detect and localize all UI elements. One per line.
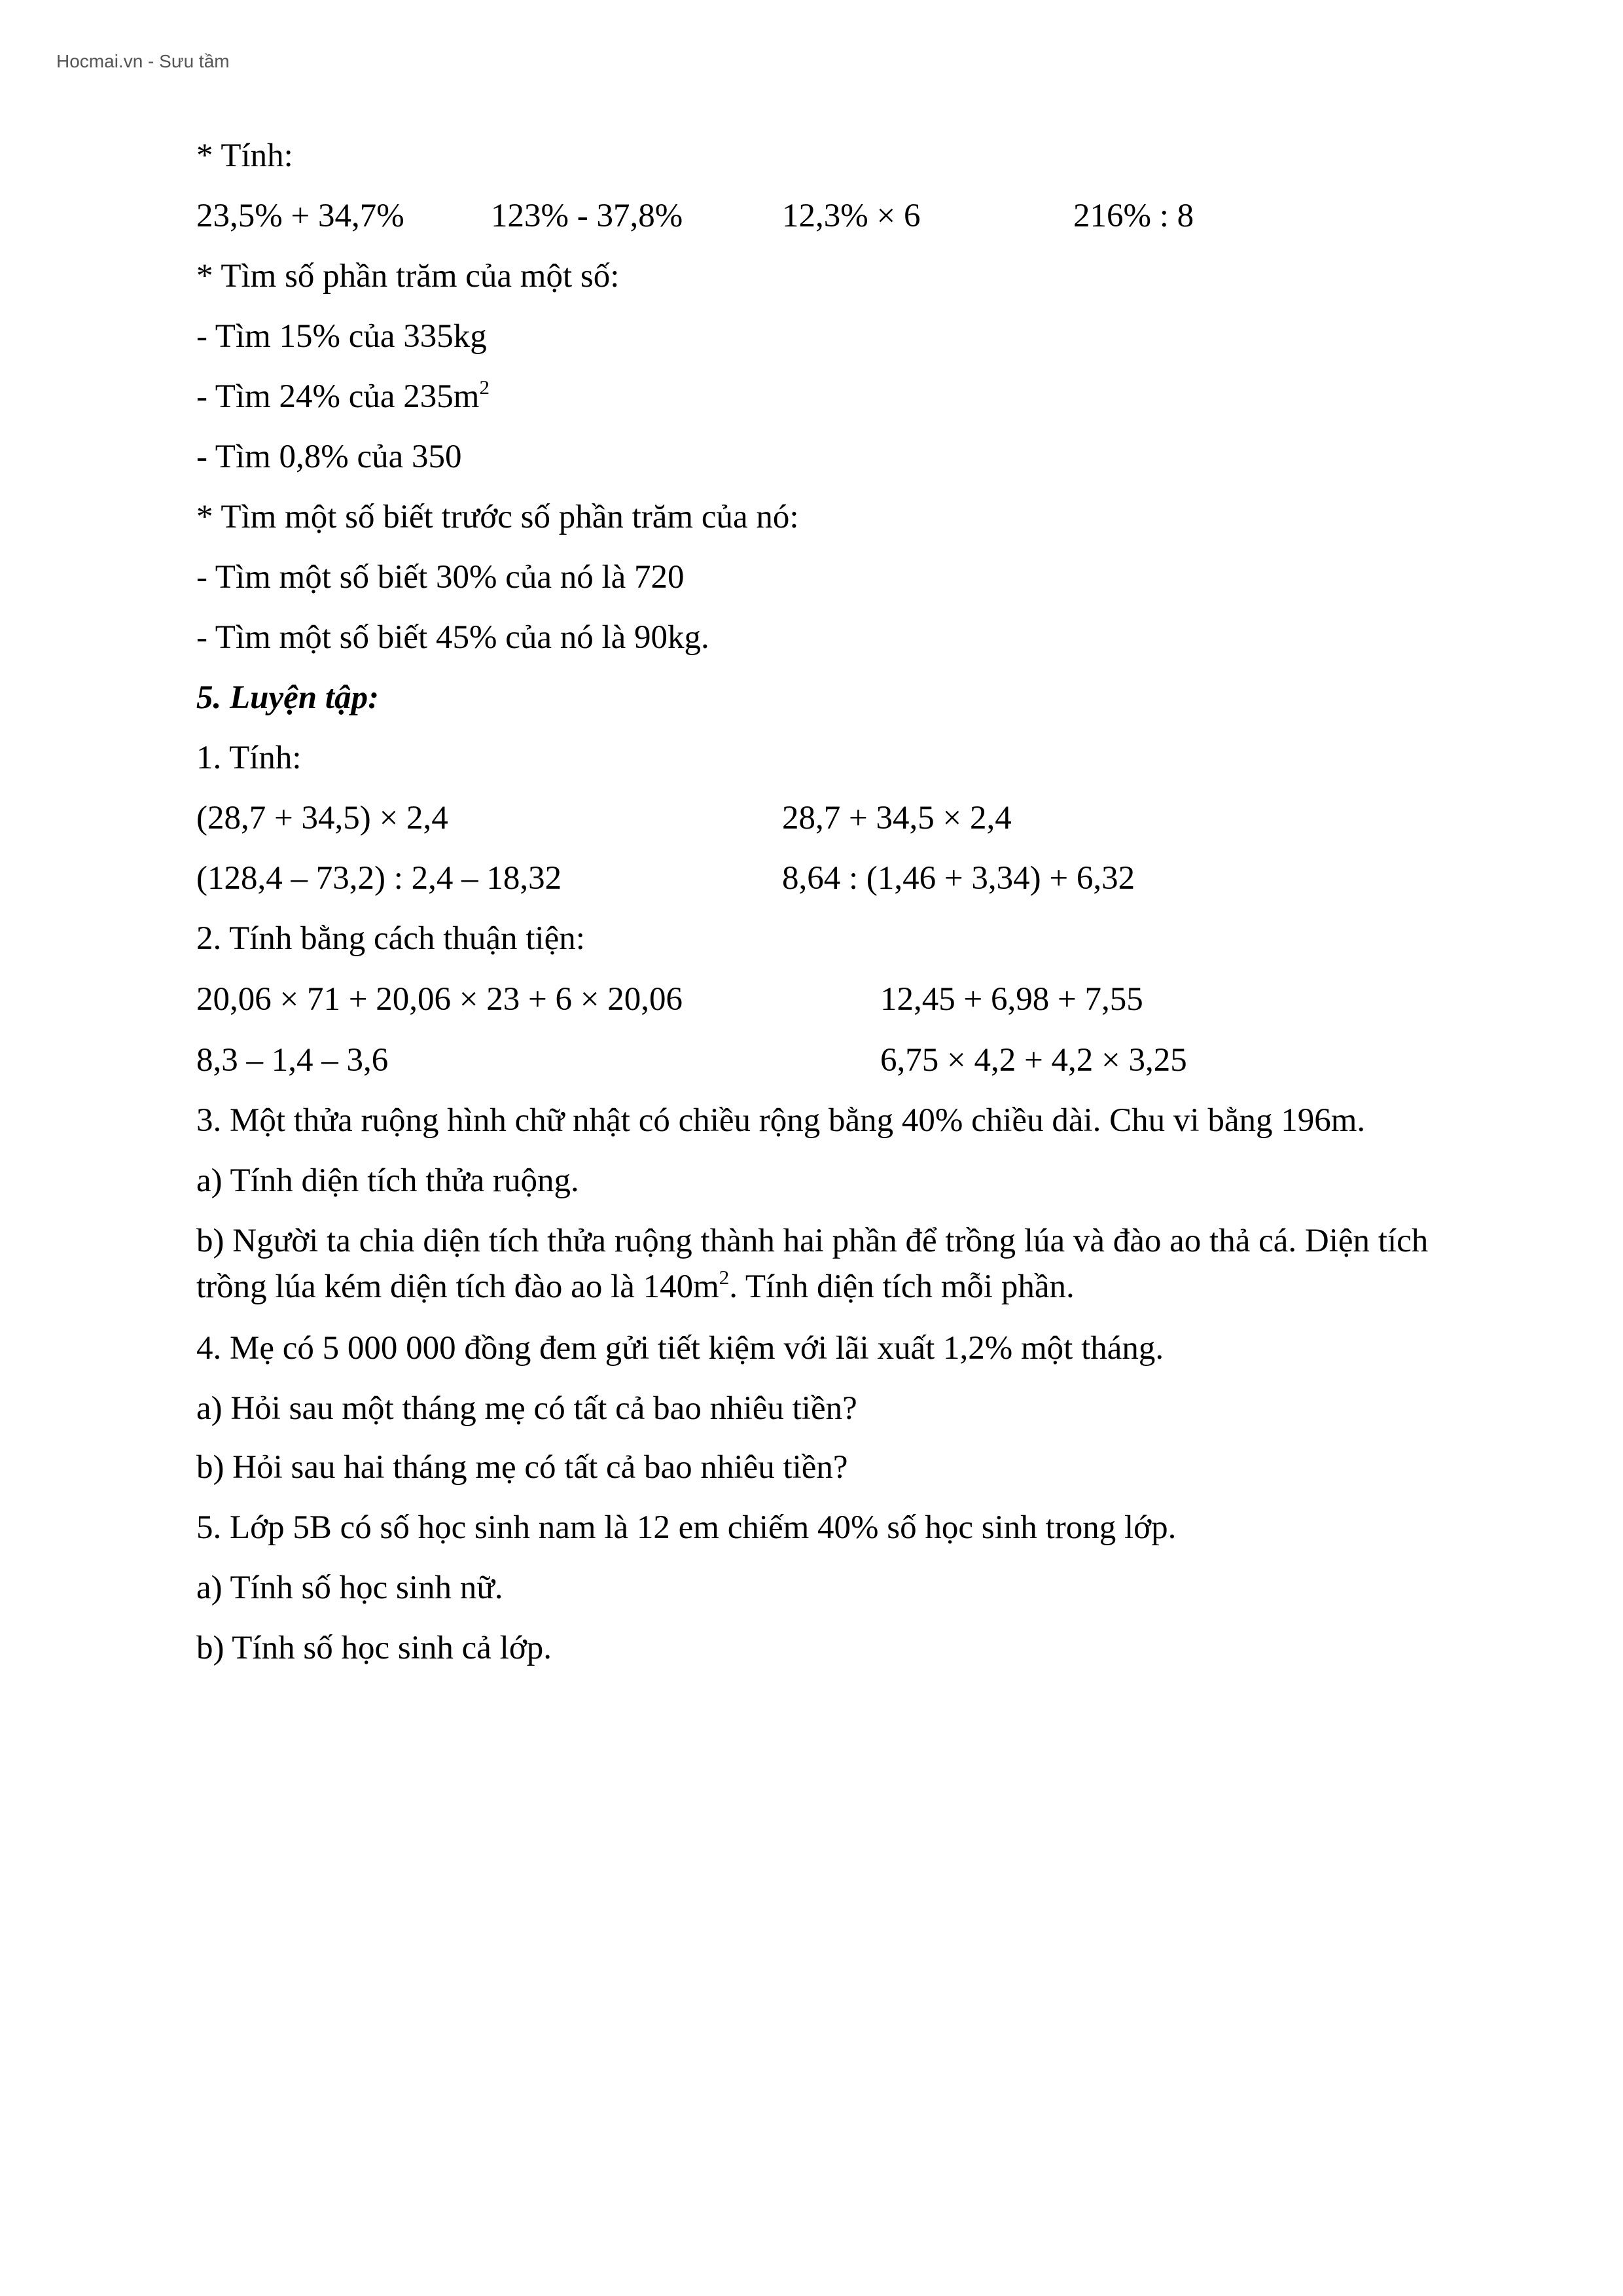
exercise-5-text: 5. Lớp 5B có số học sinh nam là 12 em chiếm 40% số học sinh trong lớp. xyxy=(196,1509,1177,1546)
exercise-1-title: 1. Tính: xyxy=(196,740,302,776)
list-item: - Tìm 0,8% của 350 xyxy=(196,439,462,475)
expr: (128,4 – 73,2) : 2,4 – 18,32 xyxy=(196,860,562,897)
exercise-3-text: 3. Một thửa ruộng hình chữ nhật có chiều rộng bằng 40% chiều dài. Chu vi bằng 196m. xyxy=(196,1102,1366,1139)
exercise-3b-line1: b) Người ta chia diện tích thửa ruộng thành hai phần để trồng lúa và đào ao thả cá. Diện tích xyxy=(196,1223,1429,1259)
list-item: - Tìm 24% của $235m^2$ xyxy=(196,376,490,415)
exercise-row xyxy=(196,980,1623,1019)
exercise-5a: a) Tính số học sinh nữ. xyxy=(196,1570,503,1606)
exercise-5b: b) Tính số học sinh cả lớp. xyxy=(196,1630,552,1666)
exercise-4b: b) Hỏi sau hai tháng mẹ có tất cả bao nhiêu tiền? xyxy=(196,1449,848,1486)
percent-calc-row xyxy=(196,196,1623,236)
heading-find-number: * Tìm một số biết trước số phần trăm của nó: xyxy=(196,499,799,535)
expr: (28,7 + 34,5) × 2,4 xyxy=(196,800,448,836)
expr: 216% : 8 xyxy=(1073,198,1194,234)
exercise-4-text: 4. Mẹ có 5 000 000 đồng đem gửi tiết kiệm với lãi xuất 1,2% một tháng. xyxy=(196,1330,1164,1367)
exercise-row xyxy=(196,798,1623,838)
expr: 12,3% × 6 xyxy=(782,198,921,234)
expr: 123% - 37,8% xyxy=(491,198,683,234)
expr: 12,45 + 6,98 + 7,55 xyxy=(880,981,1143,1018)
expr: 20,06 × 71 + 20,06 × 23 + 6 × 20,06 xyxy=(196,981,683,1018)
document-body xyxy=(196,0,1623,2296)
expr: 8,3 – 1,4 – 3,6 xyxy=(196,1042,389,1079)
list-item: - Tìm 15% của 335kg xyxy=(196,318,487,355)
list-item: - Tìm một số biết 45% của nó là 90kg. xyxy=(196,619,709,656)
expr: 28,7 + 34,5 × 2,4 xyxy=(782,800,1012,836)
exercise-row xyxy=(196,1041,1623,1080)
expr: 6,75 × 4,2 + 4,2 × 3,25 xyxy=(880,1042,1187,1079)
list-item: - Tìm một số biết 30% của nó là 720 xyxy=(196,559,685,596)
exercise-3a: a) Tính diện tích thửa ruộng. xyxy=(196,1162,579,1199)
section-title: 5. Luyện tập: xyxy=(196,679,380,716)
heading-percent-of-number: * Tìm số phần trăm của một số: xyxy=(196,258,620,295)
exercise-4a: a) Hỏi sau một tháng mẹ có tất cả bao nhiêu tiền? xyxy=(196,1390,857,1427)
watermark: Hocmai.vn - Sưu tầm xyxy=(56,51,230,71)
exercise-2-title: 2. Tính bằng cách thuận tiện: xyxy=(196,920,585,957)
exercise-row xyxy=(196,859,1623,898)
heading-calc: * Tính: xyxy=(196,137,293,174)
expr: 23,5% + 34,7% xyxy=(196,198,404,234)
exercise-3b-line2: trồng lúa kém diện tích đào ao là $140m^2$. Tính diện tích mỗi phần. xyxy=(196,1266,1075,1305)
expr: 8,64 : (1,46 + 3,34) + 6,32 xyxy=(782,860,1135,897)
